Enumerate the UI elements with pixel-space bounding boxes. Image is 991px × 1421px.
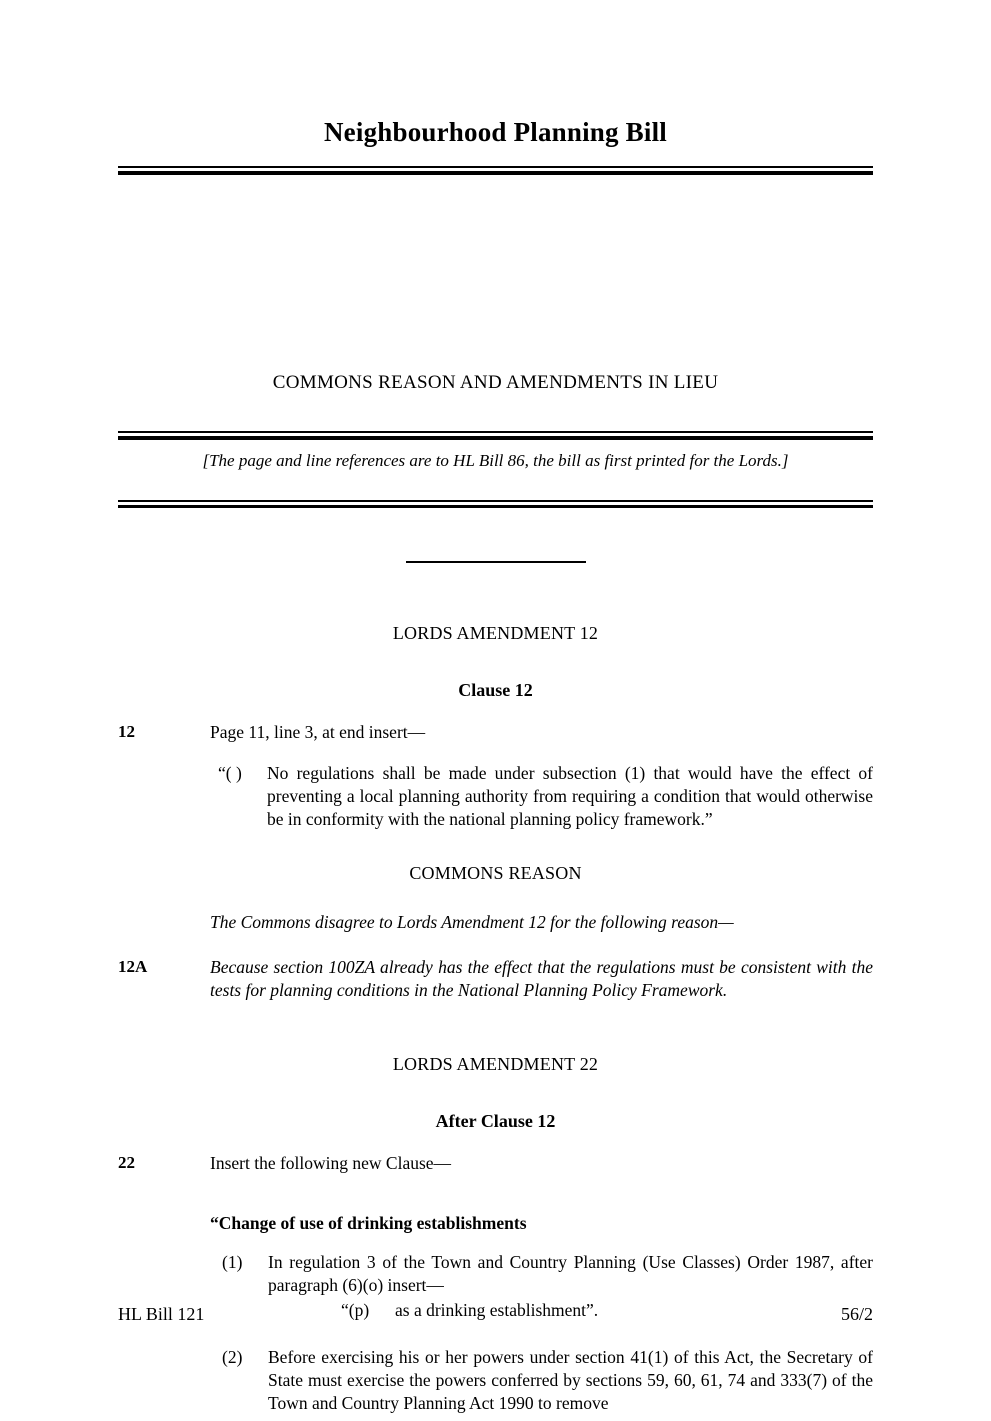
subsection-1-subitem-text: as a drinking establishment”. — [395, 1299, 599, 1320]
after-clause-12-heading: After Clause 12 — [435, 1111, 556, 1132]
subsection-2-text: Before exercising his or her powers under section 41(1) of this Act, the Secretary of State must exercise the powers conferred by sections 59, 60, 61, 74 and 333(7) of the Town and Country Planning Act 1990 to remove — [268, 1346, 873, 1414]
subsection-1-number: (1) — [222, 1252, 243, 1273]
subsection-2 — [118, 1346, 873, 1416]
footer-page-number: 56/2 — [840, 1304, 873, 1325]
commons-reason-heading: COMMONS REASON — [409, 862, 582, 883]
amendment-22-instruction: Insert the following new Clause— — [210, 1153, 452, 1174]
commons-reason-intro: The Commons disagree to Lords Amendment 12 for the following reason— — [210, 911, 734, 932]
amendment-12-quote-marker: “( ) — [218, 762, 242, 783]
amendment-12-instruction: Page 11, line 3, at end insert— — [210, 721, 426, 742]
note-bottom-double-rule — [118, 500, 873, 508]
footer-bill-number: HL Bill 121 — [118, 1304, 205, 1325]
amendment-12-quote-text: No regulations shall be made under subsection (1) that would have the effect of preventing a local planning authority from requiring a condition that would otherwise be in conformity with the national planning policy framework.” — [267, 762, 873, 830]
amendment-12-row — [118, 721, 873, 744]
section-separator — [118, 553, 873, 571]
subsection-1-text: In regulation 3 of the Town and Country Planning (Use Classes) Order 1987, after paragraph (6)(o) insert— — [268, 1252, 873, 1296]
clause-12-heading: Clause 12 — [458, 679, 533, 700]
lords-amendment-12-heading: LORDS AMENDMENT 12 — [392, 622, 599, 643]
lords-amendment-22-heading: LORDS AMENDMENT 22 — [392, 1054, 599, 1075]
amendment-22-number: 22 — [118, 1153, 135, 1173]
commons-reason-number: 12A — [118, 956, 148, 976]
short-rule-line — [406, 561, 586, 563]
reference-note-box — [118, 431, 873, 508]
subsection-2-number: (2) — [222, 1346, 243, 1367]
title-rule-thick — [118, 171, 873, 175]
amendment-12-number: 12 — [118, 721, 135, 741]
document-subtitle: COMMONS REASON AND AMENDMENTS IN LIEU — [272, 371, 719, 393]
commons-reason-row — [118, 956, 873, 1002]
new-clause-title: “Change of use of drinking establishments — [210, 1213, 527, 1234]
reference-note-text: [The page and line references are to HL Bill 86, the bill as first printed for the Lords.] — [202, 450, 789, 470]
bill-page — [0, 18, 991, 1421]
page-footer — [118, 1304, 873, 1325]
amendment-12-quote — [118, 762, 873, 832]
amendment-22-row — [118, 1152, 873, 1175]
note-bottom-rule-thick — [118, 505, 873, 508]
page-title: Neighbourhood Planning Bill — [323, 117, 667, 148]
commons-reason-text: Because section 100ZA already has the effect that the regulations must be consistent with the tests for planning conditions in the National Planning Policy Framework. — [210, 956, 873, 1000]
subsection-1-subitem-number: “(p) — [341, 1299, 370, 1320]
note-top-double-rule — [118, 431, 873, 440]
title-double-rule — [118, 166, 873, 175]
